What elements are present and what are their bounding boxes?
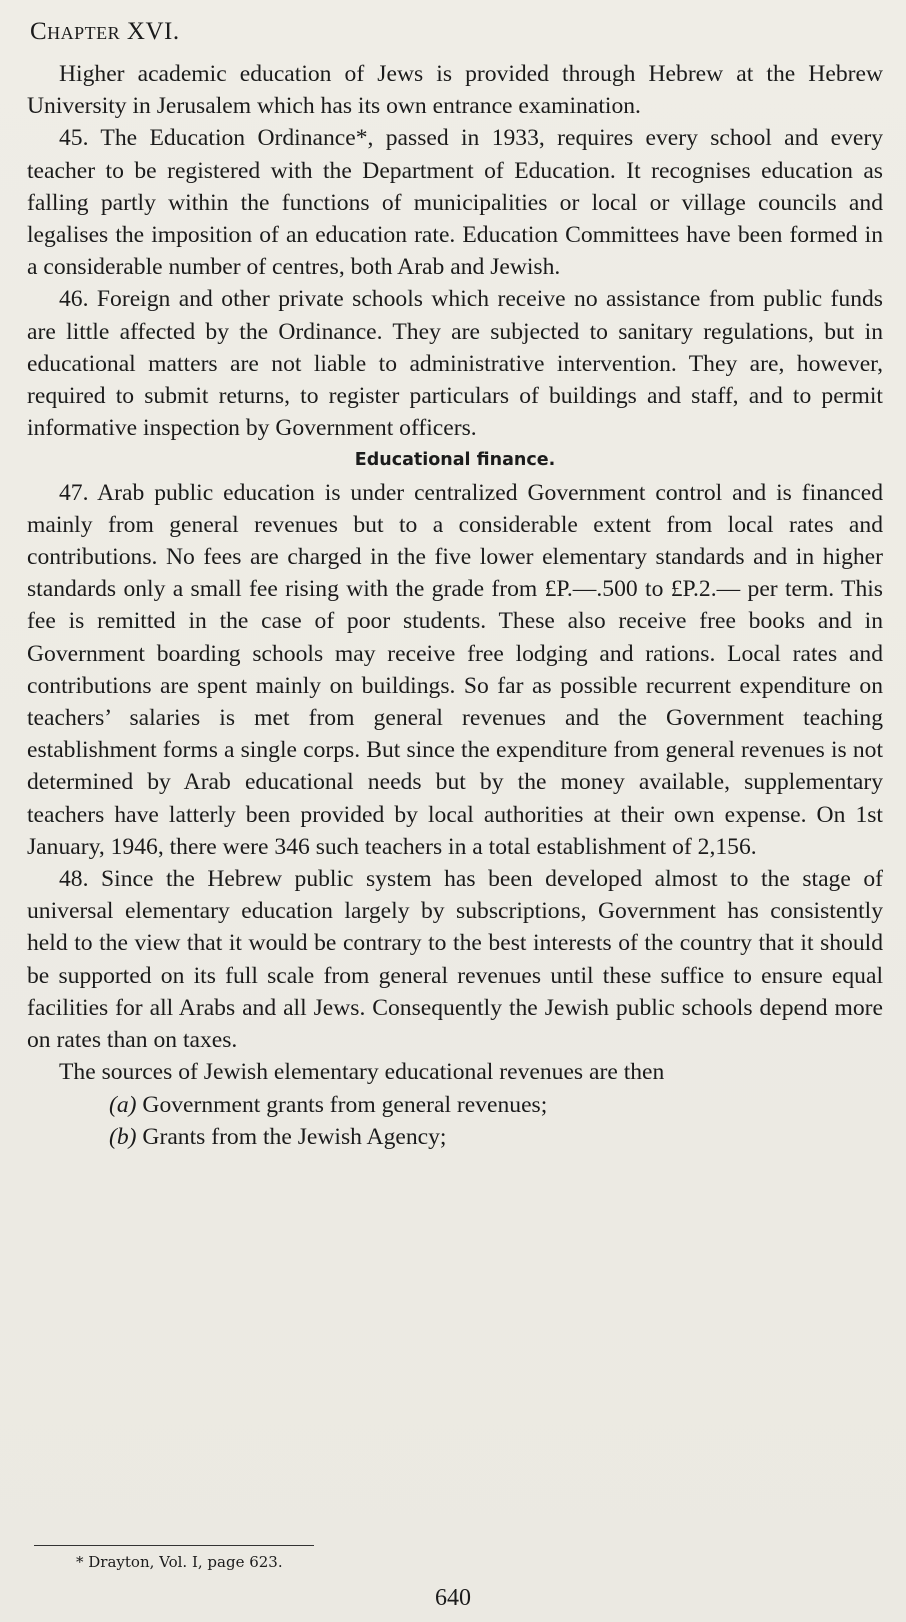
page-number: 640 — [435, 1585, 471, 1611]
chapter-heading: Chapter XVI. — [30, 18, 180, 45]
paragraph-46: 46. Foreign and other private schools which receive no assistance from public funds are little affected by the Ordinance. They are subjected to sanitary regulations, but in educational matters are not liable to administrative intervention. They are, however, required to submit returns, to register particulars of buildings and staff, and to permit informative inspection by Government officers. — [27, 286, 883, 442]
footnote-divider — [34, 1545, 314, 1546]
list-item — [27, 1089, 883, 1121]
body-text — [27, 58, 883, 1153]
section-heading: Educational finance. — [354, 450, 556, 471]
footnote: * Drayton, Vol. I, page 623. — [76, 1553, 283, 1571]
list-item-text: Government grants from general revenues; — [142, 1091, 548, 1118]
list-item-label: (a) — [109, 1091, 137, 1118]
list-item-label: (b) — [109, 1123, 137, 1150]
paragraph-sources: The sources of Jewish elementary educational revenues are then — [59, 1059, 665, 1086]
paragraph-intro: Higher academic education of Jews is provided through Hebrew at the Hebrew University in Jerusalem which has its own entrance examination. — [27, 61, 883, 120]
paragraph-45: 45. The Education Ordinance*, passed in 1933, requires every school and every teacher to be registered with the Department of Education. It recognises education as falling partly within the functions of municipalities or local or village councils and legalises the imposition of an education rate. Education Committees have been formed in a considerable number of centres, both Arab and Jewish. — [27, 125, 883, 281]
list-item-text: Grants from the Jewish Agency; — [142, 1123, 447, 1150]
paragraph-47: 47. Arab public education is under centralized Government control and is financed mainly from general revenues but to a considerable extent from local rates and contributions. No fees are charged in the five lower elementary standards and in higher standards only a small fee rising with the grade from £P.—.500 to £P.2.— per term. This fee is remitted in the case of poor students. These also receive free books and in Government boarding schools may receive free lodging and rations. Local rates and contributions are spent mainly on buildings. So far as possible recurrent expenditure on teachers’ salaries is met from general revenues and the Government teaching establishment forms a single corps. But since the expenditure from general revenues is not determined by Arab educational needs but by the money available, supplementary teachers have latterly been provided by local authorities at their own expense. On 1st January, 1946, there were 346 such teachers in a total establishment of 2,156. — [27, 479, 883, 860]
list-item — [27, 1121, 883, 1153]
paragraph-48: 48. Since the Hebrew public system has been developed almost to the stage of universal elementary education largely by subscriptions, Government has consistently held to the view that it would be contrary to the best interests of the country that it should be supported on its full scale from general revenues until these suffice to ensure equal facilities for all Arabs and all Jews. Consequently the Jewish public schools depend more on rates than on taxes. — [27, 866, 883, 1054]
